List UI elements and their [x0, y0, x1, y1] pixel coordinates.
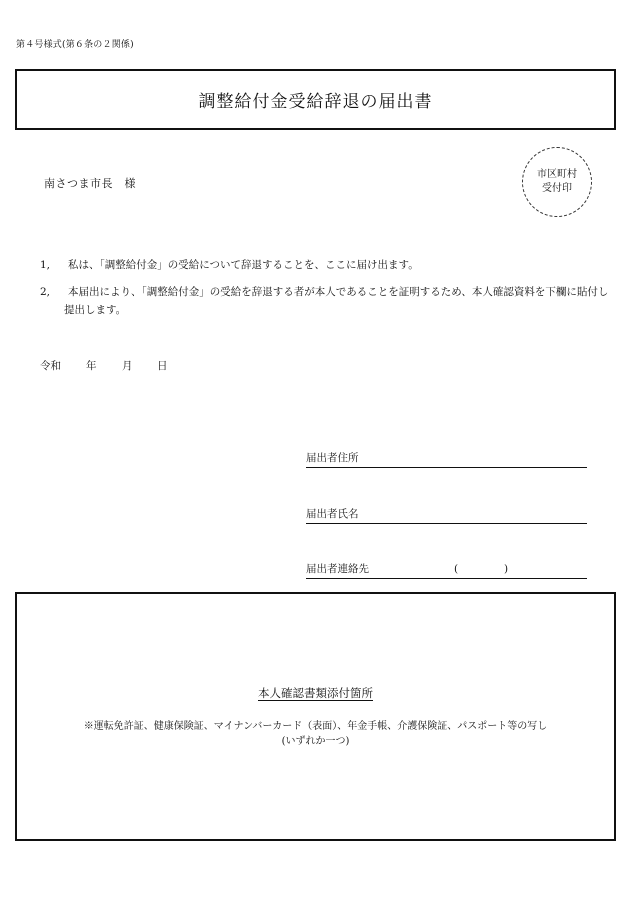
- statement-1-number: 1,: [40, 259, 51, 271]
- attachment-title: 本人確認書類添付箇所: [258, 686, 373, 700]
- attachment-title-wrap: [17, 685, 614, 701]
- reception-stamp-area: [522, 147, 592, 217]
- form-number: 第４号様式(第６条の２関係): [16, 40, 134, 50]
- statement-2: [40, 283, 612, 319]
- date-month-label: 月: [122, 360, 133, 372]
- stamp-label-line2: 受付印: [542, 183, 572, 194]
- attachment-note-line1: ※運転免許証、健康保険証、マイナンバーカード（表面）、年金手帳、介護保険証、パスポート等の写し: [83, 721, 548, 732]
- name-label: 届出者氏名: [306, 508, 359, 520]
- statement-2-number: 2,: [40, 286, 51, 298]
- address-field[interactable]: [306, 451, 587, 468]
- document-title: 調整給付金受給辞退の届出書: [198, 92, 433, 112]
- contact-paren-open: (: [454, 563, 459, 575]
- contact-label: 届出者連絡先: [306, 563, 369, 575]
- statement-1: [40, 256, 612, 274]
- date-era: 令和: [40, 360, 61, 372]
- name-field[interactable]: [306, 507, 587, 524]
- address-label: 届出者住所: [306, 452, 359, 464]
- date-year-label: 年: [86, 360, 97, 372]
- attachment-area[interactable]: [15, 592, 616, 841]
- stamp-label-line1: 市区町村: [537, 169, 577, 180]
- title-box: [15, 69, 616, 130]
- contact-paren-close: ): [504, 563, 509, 575]
- addressee: 南さつま市長 様: [44, 177, 136, 190]
- statement-2-text: 本届出により、「調整給付金」の受給を辞退する者が本人であることを証明するため、本人確認資料を下欄に貼付し提出します。: [64, 286, 609, 316]
- statement-1-text: 私は、「調整給付金」の受給について辞退することを、ここに届け出ます。: [68, 259, 419, 271]
- attachment-note: [17, 719, 614, 749]
- contact-field[interactable]: [306, 562, 587, 579]
- date-day-label: 日: [157, 360, 168, 372]
- attachment-note-line2: (いずれか一つ): [281, 736, 350, 747]
